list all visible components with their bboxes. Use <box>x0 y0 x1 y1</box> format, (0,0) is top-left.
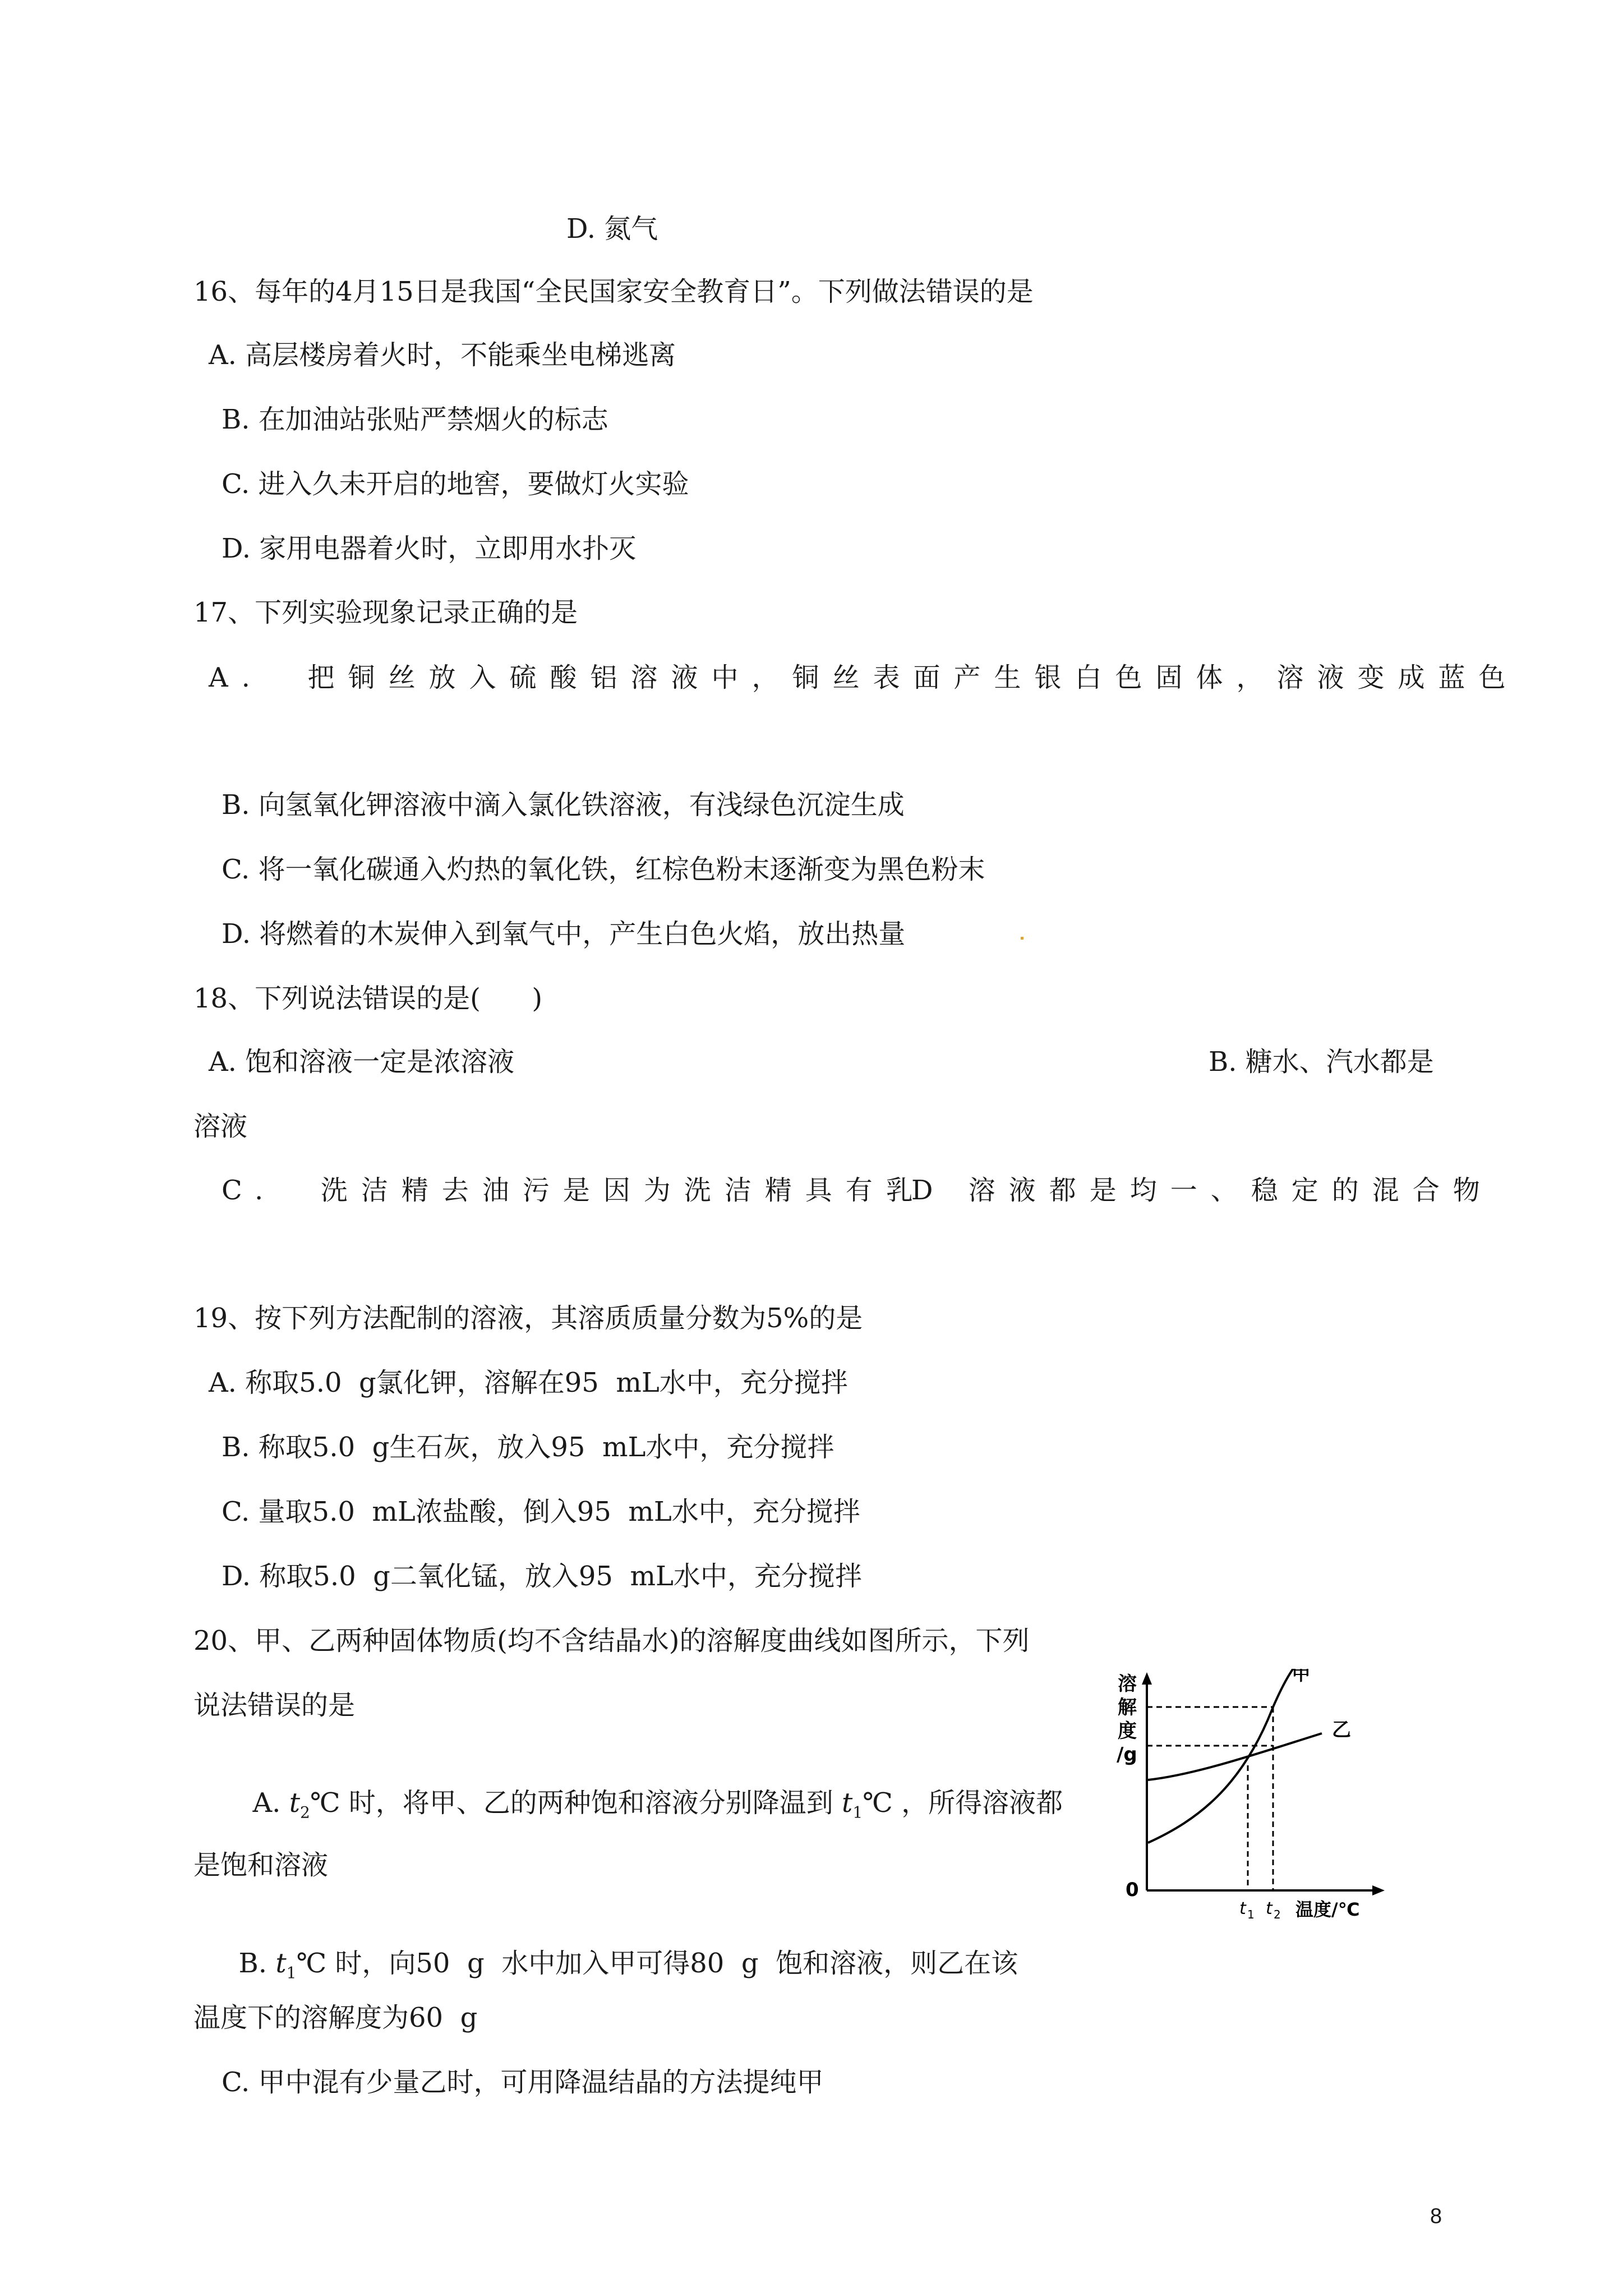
q20-a-t2-sub: 2 <box>300 1803 310 1822</box>
q20-stem-continued: 说法错误的是 <box>193 1690 356 1721</box>
q16-option-d: D. 家用电器着火时，立即用水扑灭 <box>222 533 637 564</box>
q16-stem: 16、每年的4月15日是我国“全民国家安全教育日”。下列做法错误的是 <box>193 276 1034 307</box>
q17-option-a: A. 把铜丝放入硫酸铝溶液中，铜丝表面产生银白色固体，溶液变成蓝色 <box>209 662 1519 693</box>
q20-b-t1: t <box>275 1948 287 1979</box>
q20-a-t1-sub: 1 <box>852 1803 863 1822</box>
q18-option-c: C. 洗洁精去油污是因为洗洁精具有乳 <box>222 1175 926 1206</box>
curve-jia <box>1148 1669 1294 1843</box>
t1-label: t <box>1239 1899 1246 1918</box>
curve-yi <box>1148 1733 1322 1780</box>
q15-option-d: D. 氮气 <box>566 213 658 245</box>
t1-subscript: 1 <box>1247 1908 1255 1921</box>
q17-option-b: B. 向氢氧化钾溶液中滴入氯化铁溶液，有浅绿色沉淀生成 <box>222 789 905 821</box>
x-axis-label: 温度/℃ <box>1295 1899 1360 1920</box>
q20-option-c: C. 甲中混有少量乙时，可用降温结晶的方法提纯甲 <box>222 2067 824 2098</box>
q18-option-a: A. 饱和溶液一定是浓溶液 <box>209 1046 515 1078</box>
solubility-curve-svg <box>1113 1669 1394 1938</box>
q20-option-b-continued: 温度下的溶解度为60 g <box>193 2002 478 2033</box>
y-label-unit: /g <box>1117 1743 1137 1766</box>
q20-b-t1-sub: 1 <box>286 1963 297 1982</box>
curve-yi-label: 乙 <box>1332 1719 1351 1741</box>
y-label-char-1: 溶 <box>1118 1673 1137 1695</box>
q18-option-d: D 溶液都是均一、稳定的混合物 <box>911 1175 1493 1206</box>
q17-stem: 17、下列实验现象记录正确的是 <box>193 597 578 628</box>
q16-option-c: C. 进入久未开启的地窖，要做灯火实验 <box>222 468 689 500</box>
q18-option-b-continued: 溶液 <box>193 1111 248 1142</box>
q20-option-a-continued: 是饱和溶液 <box>193 1849 329 1881</box>
q17-option-d: D. 将燃着的木炭伸入到氧气中，产生白色火焰，放出热量 <box>222 918 906 950</box>
q20-a-text-end: ℃ ，所得溶液都 <box>863 1787 1063 1819</box>
q19-stem: 19、按下列方法配制的溶液，其溶质质量分数为5%的是 <box>193 1303 863 1334</box>
solubility-curve-figure <box>1113 1669 1394 1938</box>
y-label-char-3: 度 <box>1118 1720 1137 1742</box>
q20-b-label: B. <box>238 1948 276 1979</box>
q17-option-c: C. 将一氧化碳通入灼热的氧化铁，红棕色粉末逐渐变为黑色粉末 <box>222 854 985 885</box>
origin-label: 0 <box>1126 1879 1139 1901</box>
curve-jia-label: 甲 <box>1292 1669 1311 1685</box>
q19-option-c: C. 量取5.0 mL浓盐酸，倒入95 mL水中，充分搅拌 <box>222 1496 860 1527</box>
q20-option-b <box>222 1913 1018 1990</box>
y-label-char-2: 解 <box>1118 1696 1137 1719</box>
q18-option-b: B. 糖水、汽水都是 <box>1209 1046 1434 1078</box>
x-axis-arrow <box>1372 1885 1385 1895</box>
q16-option-b: B. 在加油站张贴严禁烟火的标志 <box>222 404 608 435</box>
q19-option-d: D. 称取5.0 g二氧化锰，放入95 mL水中，充分搅拌 <box>222 1561 862 1592</box>
t2-label: t <box>1266 1899 1272 1918</box>
stray-mark <box>1021 937 1023 940</box>
q19-option-a: A. 称取5.0 g氯化钾，溶解在95 mL水中，充分搅拌 <box>209 1367 848 1398</box>
q20-option-a <box>236 1752 1063 1830</box>
page-number: 8 <box>1430 2205 1442 2228</box>
y-axis-arrow <box>1142 1672 1152 1685</box>
q19-option-b: B. 称取5.0 g生石灰，放入95 mL水中，充分搅拌 <box>222 1432 834 1463</box>
q20-stem: 20、甲、乙两种固体物质(均不含结晶水)的溶解度曲线如图所示，下列 <box>193 1625 1030 1657</box>
t2-subscript: 2 <box>1274 1908 1281 1921</box>
q20-a-label: A. <box>252 1787 289 1819</box>
q20-b-text: ℃ 时，向50 g 水中加入甲可得80 g 饱和溶液，则乙在该 <box>296 1948 1018 1979</box>
q20-a-t2: t <box>289 1787 300 1819</box>
q18-stem: 18、下列说法错误的是( ) <box>193 983 543 1014</box>
q20-a-text: ℃ 时，将甲、乙的两种饱和溶液分别降温到 <box>310 1787 842 1819</box>
q20-a-t1: t <box>842 1787 853 1819</box>
q16-option-a: A. 高层楼房着火时，不能乘坐电梯逃离 <box>209 339 676 371</box>
